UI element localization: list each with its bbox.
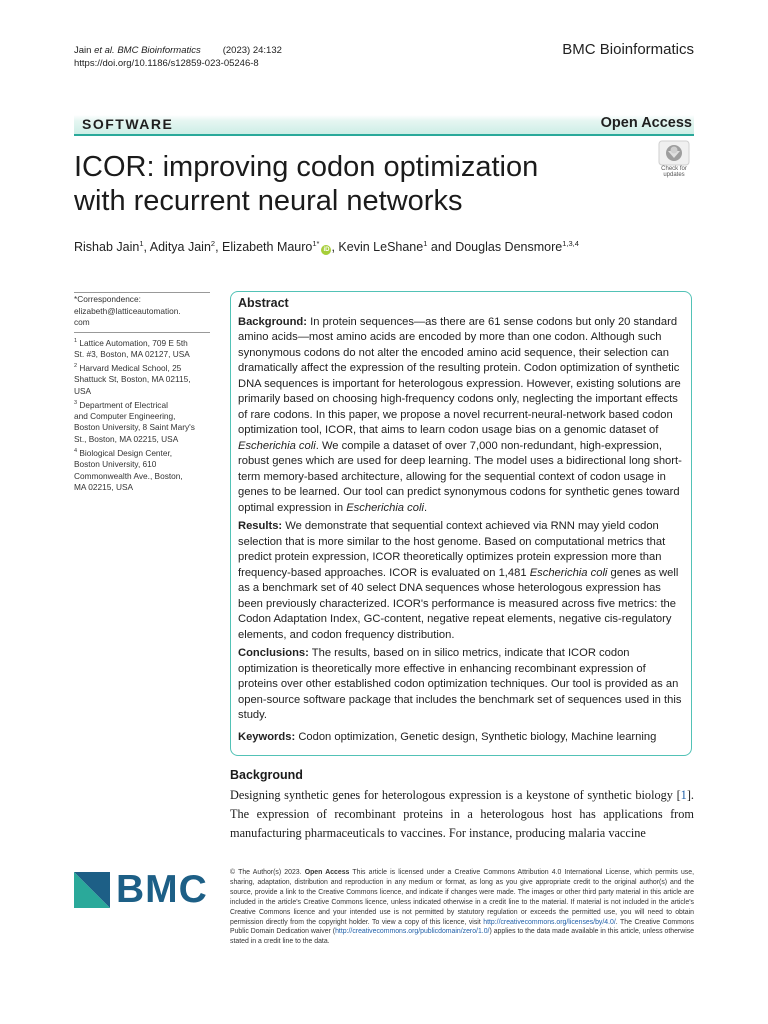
article-title [74,150,614,218]
reference-link[interactable]: 1 [680,788,687,802]
sidebar-divider [74,292,210,293]
bmc-logo-text: BMC [116,868,208,911]
citation-line [74,44,282,57]
abstract-background: Background: In protein sequences—as there are 61 sense codons but only 20 standard amino acids—most amino acids are encoded by more than one codon. Although such synonymous codons do not alter the encoded amino acid sequence, their selection can dramatically affect the expression of the resulting protein. Codon optimization of synthetic DNA sequences is important for heterologous expression. However, existing solutions are primarily based on choosing high-frequency codons only, neglecting the important effects of rare codons. In this paper, we propose a novel recurrent-neural-network based codon optimization tool, ICOR, that aims to learn codon usage bias on a genomic dataset of Escherichia coli. We compile a dataset of over 7,000 non-redundant, high-expression, robust genes which are used for deep learning. The model uses a bidirectional long short-term memory-based architecture, allowing for the sequential context of codon usage in genes to be learned. Our tool can predict synonymous codons for synthetic genes toward optimal expression in Escherichia coli. [238,315,682,514]
affiliation-item: $^1$ Lattice Automation, 709 E 5th St. #3, Boston, MA 02127, USA [74,337,190,360]
author-affil-sup: 1* [312,239,320,248]
author-affil-sup: 2 [210,239,216,248]
author-name[interactable]: Douglas Densmore [455,240,563,255]
abstract [238,296,686,748]
abstract-conclusions: Conclusions: The results, based on in silico metrics, indicate that ICOR codon optimization is theoretically more effective in enhancing recombinant expression of proteins over other established codon optimization techniques. Our tool is provided as an open-source software package that includes the benchmark set of sequences used in this study. [238,647,682,721]
section-band [74,115,694,136]
author-name[interactable]: Elizabeth Mauro [222,240,313,255]
title-line-1: ICOR: improving codon optimization [74,151,539,183]
journal-name: BMC Bioinformatics [562,41,694,58]
affiliation-item: $^2$ Harvard Medical School, 25 Shattuck St, Boston, MA 02115, USA [74,362,191,396]
section-label: SOFTWARE [82,116,174,132]
title-line-2: with recurrent neural networks [74,185,463,217]
sidebar-divider [74,332,210,333]
bmc-logo[interactable] [74,870,214,914]
author-affil-sup: 1,3,4 [562,239,579,248]
public-domain-link[interactable]: http://creativecommons.org/publicdomain/zero/1.0/ [335,928,490,936]
section-heading-background: Background [230,768,303,782]
check-badge-caption: Check for updates [661,166,687,178]
author-name[interactable]: Aditya Jain [149,240,211,255]
correspondence-email[interactable]: elizabeth@latticeautomation. com [74,305,181,328]
affiliation-item: $^3$ Department of Electrical and Computer Engineering, Boston University, 8 Saint Mary's St., Boston, MA 02215, USA [74,399,195,445]
bmc-logo-icon [74,872,110,908]
author-affil-sup: 1 [423,239,428,248]
abstract-keywords: Keywords: Codon optimization, Genetic design, Synthetic biology, Machine learning [238,730,657,743]
abstract-results: Results: We demonstrate that sequential context achieved via RNN may yield codon selection that is more similar to the host genome. Based on computational metrics that predict protein expression, ICOR theoretically optimizes protein expression more than frequency-based approaches. ICOR is evaluated on 1,481 Escherichia coli genes as well as a benchmark set of 40 select DNA sequences whose heterologous expression has been previously characterized. ICOR's performance is measured across five metrics: the Codon Adaptation Index, GC-content, negative repeat elements, negative cis-regulatory elements, and codon frequency distribution. [238,520,679,641]
abstract-heading: Abstract [238,296,289,310]
affiliation-item: $^4$ Biological Design Center, Boston University, 610 Commonwealth Ave., Boston, MA 02215, USA [74,447,183,493]
citation-journal: et al. BMC Bioinformatics [94,45,201,56]
correspondence [74,294,214,329]
affiliation-list [74,336,214,494]
author-affil-sup: 1 [139,239,144,248]
citation-authors: Jain [74,45,95,56]
open-access-label: Open Access [600,115,692,131]
author-list: Rishab Jain$^1$, Aditya Jain$^2$, Elizabeth Mauro$^{1*}$iD , Kevin LeShane$^1$ and Douglas Densmore$^{1,3,4}$ [74,239,579,255]
author-name[interactable]: Kevin LeShane [338,240,424,255]
citation-year: (2023) 24:132 [222,45,282,56]
license-link[interactable]: http://creativecommons.org/licenses/by/4.0/ [483,918,616,926]
license-text: © The Author(s) 2023. Open Access This article is licensed under a Creative Commons Attribution 4.0 International License, which permits use, sharing, adaptation, distribution and reproduction in any medium or format, as long as you give appropriate credit to the original author(s) and the source, provide a link to the Creative Commons licence, and indicate if changes were made. The images or other third party material in this article are included in the article's Creative Commons licence, unless indicated otherwise in a credit line to the material. If material is not included in the article's Creative Commons licence and your intended use is not permitted by statutory regulation or exceeds the permitted use, you will need to obtain permission directly from the copyright holder. To view a copy of this licence, visit http://creativecommons.org/licenses/by/4.0/. The Creative Commons Public Domain Dedication waiver (http://creativecommons.org/publicdomain/zero/1.0/) applies to the data made available in this article, unless otherwise stated in a credit line to the data. [230,869,695,946]
citation-header [74,44,282,70]
check-for-updates-badge[interactable] [654,140,694,180]
check-for-updates-icon [654,140,694,166]
author-name[interactable]: Rishab Jain [74,240,140,255]
body-paragraph: Designing synthetic genes for heterologous expression is a keystone of synthetic biology [1]. The expression of recombinant proteins in a heterologous host has applications from manufacturing pharmaceuticals to vaccines. For instance, producing malaria vaccine [230,788,694,840]
doi-link[interactable]: https://doi.org/10.1186/s12859-023-05246-8 [74,58,259,69]
correspondence-label: *Correspondence: [74,294,141,304]
orcid-icon[interactable]: iD [323,247,330,254]
